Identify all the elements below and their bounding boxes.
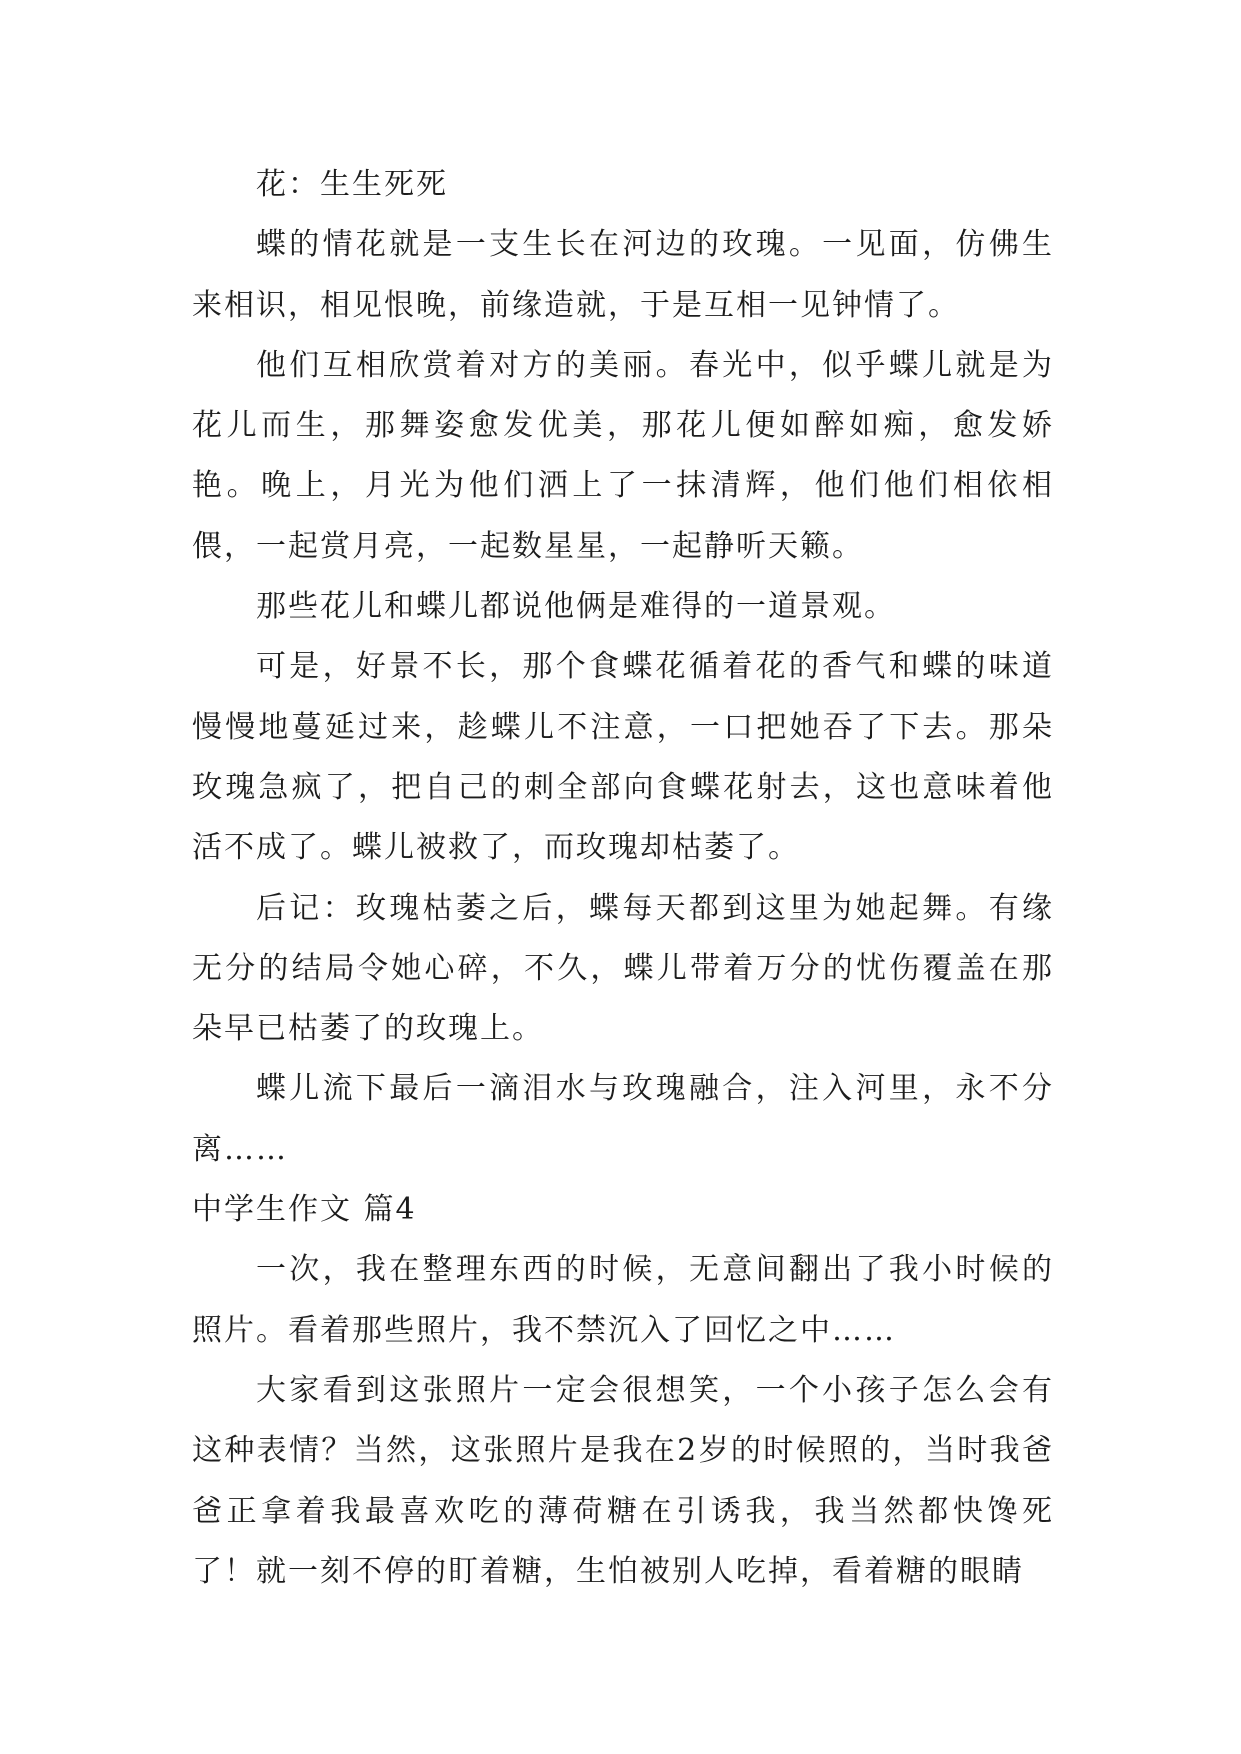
paragraph: 可是，好景不长，那个食蝶花循着花的香气和蝶的味道慢慢地蔓延过来，趁蝶儿不注意，一口把她吞了下去。那朵玫瑰急疯了，把自己的刺全部向食蝶花射去，这也意味着他活不成了。蝶儿被救了，而玫瑰却枯萎了。: [192, 649, 1054, 866]
paragraph: 那些花儿和蝶儿都说他俩是难得的一道景观。: [256, 589, 896, 625]
document-body: [192, 155, 1054, 1602]
paragraph: 后记：玫瑰枯萎之后，蝶每天都到这里为她起舞。有缘无分的结局令她心碎，不久，蝶儿带着万分的忧伤覆盖在那朵早已枯萎了的玫瑰上。: [192, 890, 1054, 1047]
paragraph: 他们互相欣赏着对方的美丽。春光中，似乎蝶儿就是为花儿而生，那舞姿愈发优美，那花儿便如醉如痴，愈发娇艳。晚上，月光为他们洒上了一抹清辉，他们他们相依相偎，一起赏月亮，一起数星星，一起静听天籁。: [192, 347, 1054, 564]
section-heading: 中学生作文 篇4: [192, 1192, 417, 1228]
paragraph: 大家看到这张照片一定会很想笑，一个小孩子怎么会有这种表情？当然，这张照片是我在2岁的时候照的，当时我爸爸正拿着我最喜欢吃的薄荷糖在引诱我，我当然都快馋死了！就一刻不停的盯着糖，生怕被别人吃掉，看着糖的眼睛: [192, 1372, 1054, 1589]
paragraph: 蝶儿流下最后一滴泪水与玫瑰融合，注入河里，永不分离……: [192, 1071, 1054, 1167]
paragraph: 一次，我在整理东西的时候，无意间翻出了我小时候的照片。看着那些照片，我不禁沉入了回忆之中……: [192, 1252, 1054, 1348]
paragraph: 花：生生死死: [256, 167, 448, 202]
paragraph: 蝶的情花就是一支生长在河边的玫瑰。一见面，仿佛生来相识，相见恨晚，前缘造就，于是互相一见钟情了。: [192, 227, 1054, 323]
